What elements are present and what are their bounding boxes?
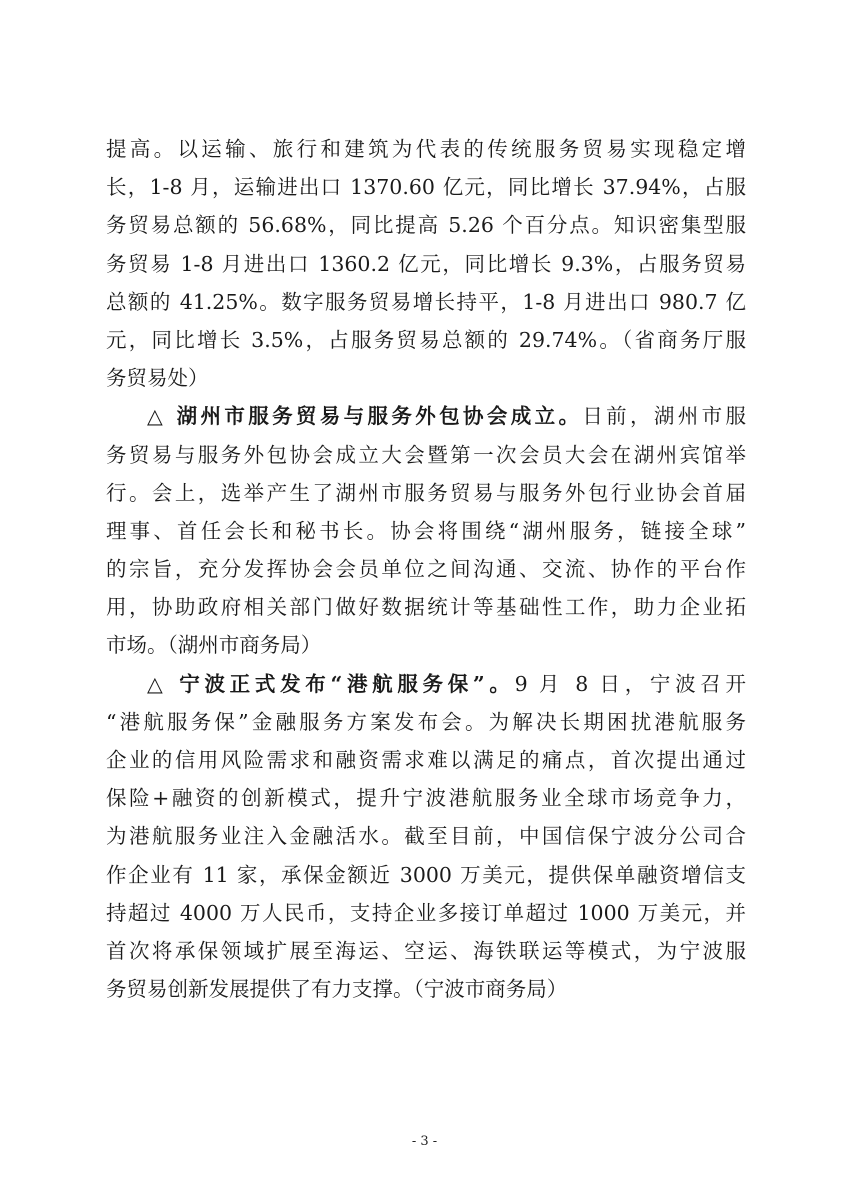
text-line: 长，1-8 月，运输进出口 1370.60 亿元，同比增长 37.94%，占服 [106,175,746,200]
text-line: 保险+融资的创新模式，提升宁波港航服务业全球市场竞争力， [106,786,746,811]
text-line: 务贸易创新发展提供了有力支撑。（宁波市商务局） [106,977,568,1002]
paragraph-first-line [106,397,746,435]
text-line: 务贸易总额的 56.68%，同比提高 5.26 个百分点。知识密集型服 [106,213,746,238]
text-line: 务贸易与服务外包协会成立大会暨第一次会员大会在湖州宾馆举 [106,442,746,467]
text-line: 市场。（湖州市商务局） [106,633,322,658]
text-line: 元，同比增长 3.5%，占服务贸易总额的 29.74%。（省商务厅服 [106,327,746,352]
text-line: 行。会上，选举产生了湖州市服务贸易与服务外包行业协会首届 [106,480,746,505]
text-line: 总额的 41.25%。数字服务贸易增长持平，1-8 月进出口 980.7 亿 [106,289,746,314]
document-body [106,130,746,1008]
text-line: 作企业有 11 家，承保金额近 3000 万美元，提供保单融资增信支 [106,862,746,887]
text-span: 日前，湖州市服 [582,404,746,429]
text-line: 持超过 4000 万人民币，支持企业多接订单超过 1000 万美元，并 [106,900,746,925]
paragraph-huzhou [106,397,746,664]
text-line: 务贸易 1-8 月进出口 1360.2 亿元，同比增长 9.3%，占服务贸易 [106,251,746,276]
paragraph-first-line [106,665,746,703]
paragraph-trade-stats [106,130,746,397]
text-line: 提高。以运输、旅行和建筑为代表的传统服务贸易实现稳定增 [106,137,746,161]
text-line: “港航服务保”金融服务方案发布会。为解决长期困扰港航服务 [106,709,746,734]
text-span: 9 月 8 日，宁波召开 [514,671,746,696]
text-line: 企业的信用风险需求和融资需求难以满足的痛点，首次提出通过 [106,748,746,772]
text-line: 的宗旨，充分发挥协会会员单位之间沟通、交流、协作的平台作 [106,557,746,582]
text-line: 首次将承保领域扩展至海运、空运、海铁联运等模式，为宁波服 [106,938,746,963]
section-heading-ningbo: △ 宁波正式发布“港航服务保”。 [147,671,515,696]
text-line: 务贸易处） [106,366,209,391]
section-heading-huzhou: △ 湖州市服务贸易与服务外包协会成立。 [147,404,583,429]
page-number: - 3 - [411,1134,438,1149]
text-line: 用，协助政府相关部门做好数据统计等基础性工作，助力企业拓 [106,595,746,620]
paragraph-ningbo [106,665,746,1009]
text-line: 为港航服务业注入金融活水。截至目前，中国信保宁波分公司合 [106,824,746,849]
text-line: 理事、首任会长和秘书长。协会将围绕“湖州服务，链接全球” [106,518,746,543]
